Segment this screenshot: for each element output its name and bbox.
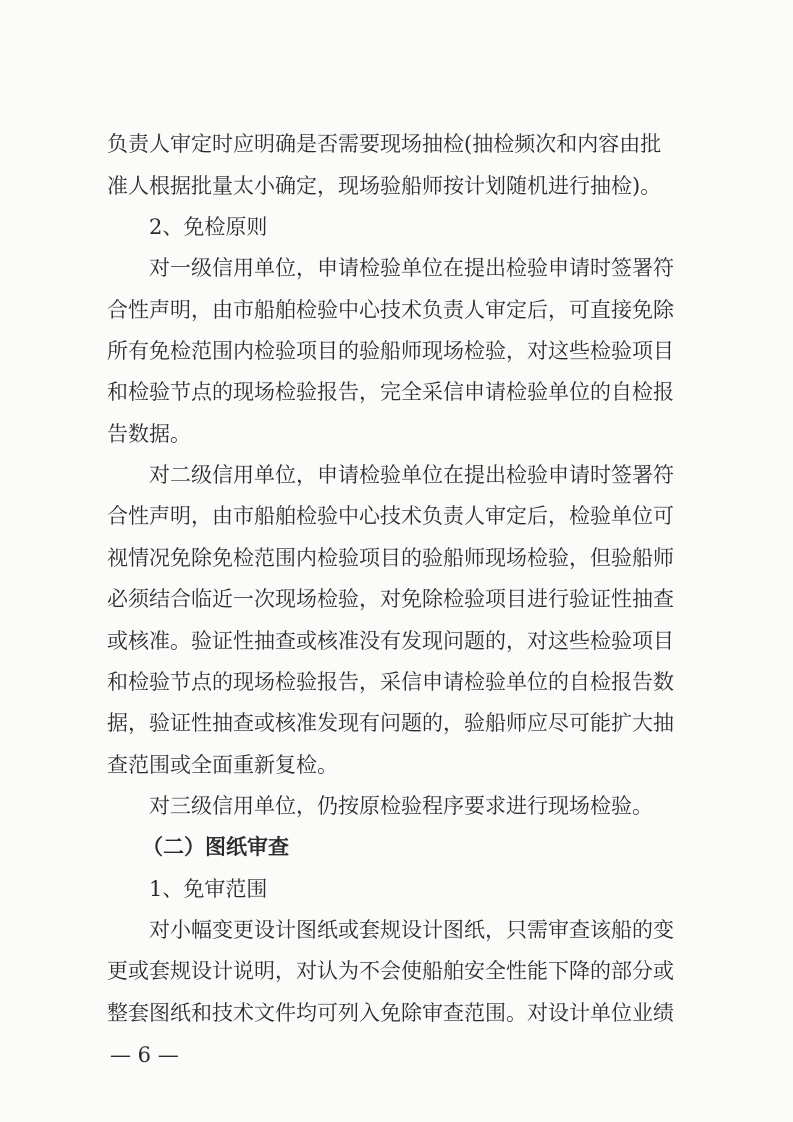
text-line: 整套图纸和技术文件均可列入免除审查范围。对设计单位业绩: [107, 1001, 674, 1025]
text-line: 查范围或全面重新复检。: [107, 753, 338, 777]
text-line: 更或套规设计说明，对认为不会使船舶安全性能下降的部分或: [107, 959, 674, 983]
text-line: 对一级信用单位，申请检验单位在提出检验申请时签署符: [149, 256, 674, 280]
text-line: 视情况免除免检范围内检验项目的验船师现场检验，但验船师: [107, 546, 674, 570]
text-line: 和检验节点的现场检验报告，采信申请检验单位的自检报告数: [107, 670, 674, 694]
text-line: 负责人审定时应明确是否需要现场抽检(抽检频次和内容由批: [107, 132, 662, 156]
text-line: 或核准。验证性抽查或核准没有发现问题的，对这些检验项目: [107, 629, 674, 653]
text-line: 必须结合临近一次现场检验，对免除检验项目进行验证性抽查: [107, 587, 674, 611]
text-line: 对二级信用单位，申请检验单位在提出检验申请时签署符: [149, 463, 674, 487]
text-line: 所有免检范围内检验项目的验船师现场检验，对这些检验项目: [107, 339, 674, 363]
page-number: — 6 —: [110, 1043, 179, 1067]
text-line: 告数据。: [107, 422, 191, 446]
text-line: 据，验证性抽查或核准发现有问题的，验船师应尽可能扩大抽: [107, 711, 674, 735]
section-heading: 2、免检原则: [149, 215, 268, 239]
section-heading: 1、免审范围: [149, 877, 268, 901]
text-line: 对三级信用单位，仍按原检验程序要求进行现场检验。: [149, 794, 653, 818]
text-line: 合性声明，由市船舶检验中心技术负责人审定后，检验单位可: [107, 504, 674, 528]
text-line: 和检验节点的现场检验报告，完全采信申请检验单位的自检报: [107, 380, 674, 404]
text-line: 准人根据批量太小确定，现场验船师按计划随机进行抽检)。: [107, 174, 662, 198]
text-line: 合性声明，由市船舶检验中心技术负责人审定后，可直接免除: [107, 298, 674, 322]
section-heading: （二）图纸审查: [142, 835, 289, 859]
text-line: 对小幅变更设计图纸或套规设计图纸，只需审查该船的变: [149, 918, 674, 942]
